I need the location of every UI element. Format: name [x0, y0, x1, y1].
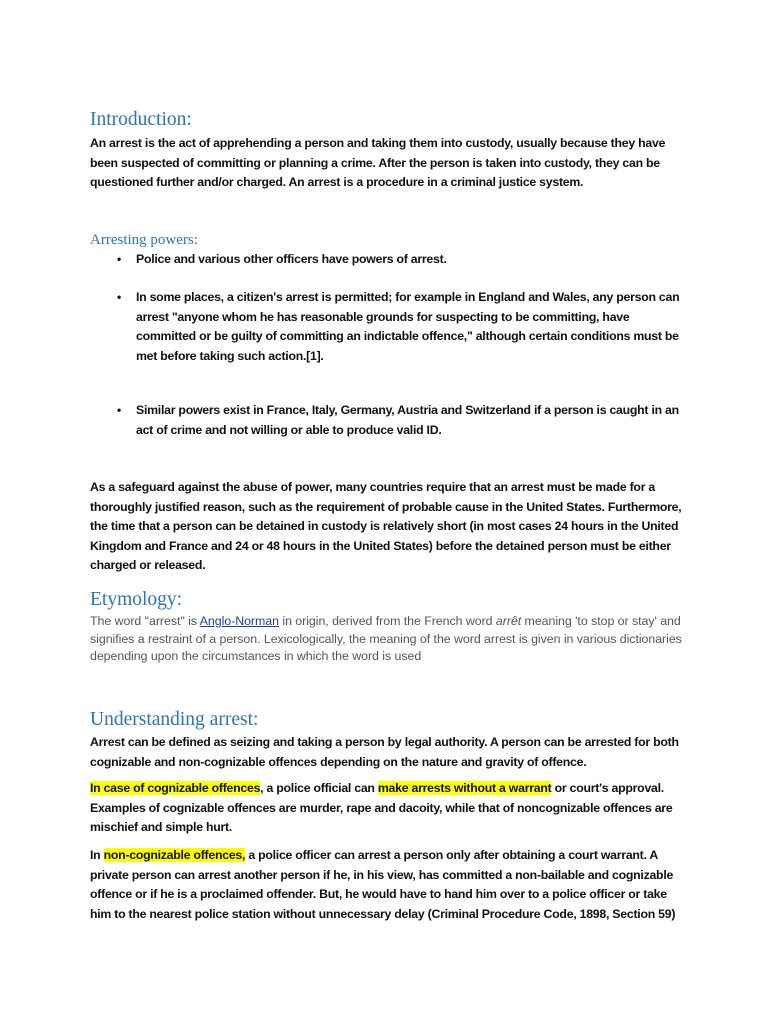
paragraph-text: a police officer can arrest a person only after obtaining a court warrant. A private person can arrest another person if he, in his view, has committed a non-bailable and cognizable offence or if he is a proclaimed offender. But, he would have to hand him over to a police officer or take him to the nearest police station without unnecessary delay (Criminal Procedure Code, 1898, Section 59)	[90, 848, 676, 921]
arret-word: arrêt	[495, 614, 522, 628]
etymology-text-part: The word "arrest" is	[90, 614, 200, 628]
paragraph-text: , a police official can	[260, 781, 378, 795]
safeguard-text: As a safeguard against the abuse of power, many countries require that an arrest must be made for a thoroughly justified reason, such as the requirement of probable cause in the United States. Furthermore, the time that a person can be detained in custody is relatively short (in most cases 24 hours in the United Kingdom and France and 24 or 48 hours in the United States) before the detained person must be either charged or released.	[90, 480, 682, 572]
bullet-item: Police and various other officers have powers of arrest.	[136, 252, 447, 266]
highlighted-text: In case of cognizable offences	[90, 781, 261, 795]
understanding-para-2	[90, 779, 690, 838]
paragraph-text: or court's approval. Examples of cognizable offences are murder, rape and dacoity, while that of noncognizable offences are mischief and simple hurt.	[90, 781, 673, 834]
anglo-norman-link[interactable]: Anglo-Norman	[199, 614, 279, 628]
bullet-icon: •	[117, 252, 122, 266]
introduction-heading: Introduction:	[90, 109, 192, 130]
etymology-text-part: meaning 'to stop or stay' and signifies a restraint of a person. Lexicologically, the meaning of the word arrest is given in various dictionaries depending upon the circumstances in which the word is used	[90, 614, 682, 663]
highlighted-text: make arrests without a warrant	[377, 781, 552, 795]
understanding-heading: Understanding arrest:	[90, 709, 259, 730]
bullet-icon: •	[117, 290, 122, 304]
etymology-heading: Etymology:	[90, 589, 183, 610]
etymology-text-part: in origin, derived from the French word	[278, 614, 496, 628]
arresting-powers-heading: Arresting powers:	[90, 232, 198, 248]
bullet-icon: •	[117, 403, 122, 417]
bullet-item: Similar powers exist in France, Italy, Germany, Austria and Switzerland if a person is caught in an act of crime and not willing or able to produce valid ID.	[136, 403, 679, 437]
etymology-text	[90, 613, 690, 666]
bullet-item: In some places, a citizen's arrest is permitted; for example in England and Wales, any person can arrest "anyone whom he has reasonable grounds for suspecting to be committing, have committed or be guilty of committing an indictable offence," although certain conditions must be met before taking such action.[1].	[136, 290, 680, 363]
introduction-text: An arrest is the act of apprehending a person and taking them into custody, usually because they have been suspected of committing or planning a crime. After the person is taken into custody, they can be questioned further and/or charged. An arrest is a procedure in a criminal justice system.	[90, 136, 666, 189]
understanding-para-1: Arrest can be defined as seizing and taking a person by legal authority. A person can be arrested for both cognizable and non-cognizable offences depending on the nature and gravity of offence.	[90, 735, 679, 769]
paragraph-text: In	[90, 848, 104, 862]
highlighted-text: non-cognizable offences,	[103, 848, 246, 862]
understanding-para-3	[90, 846, 690, 924]
